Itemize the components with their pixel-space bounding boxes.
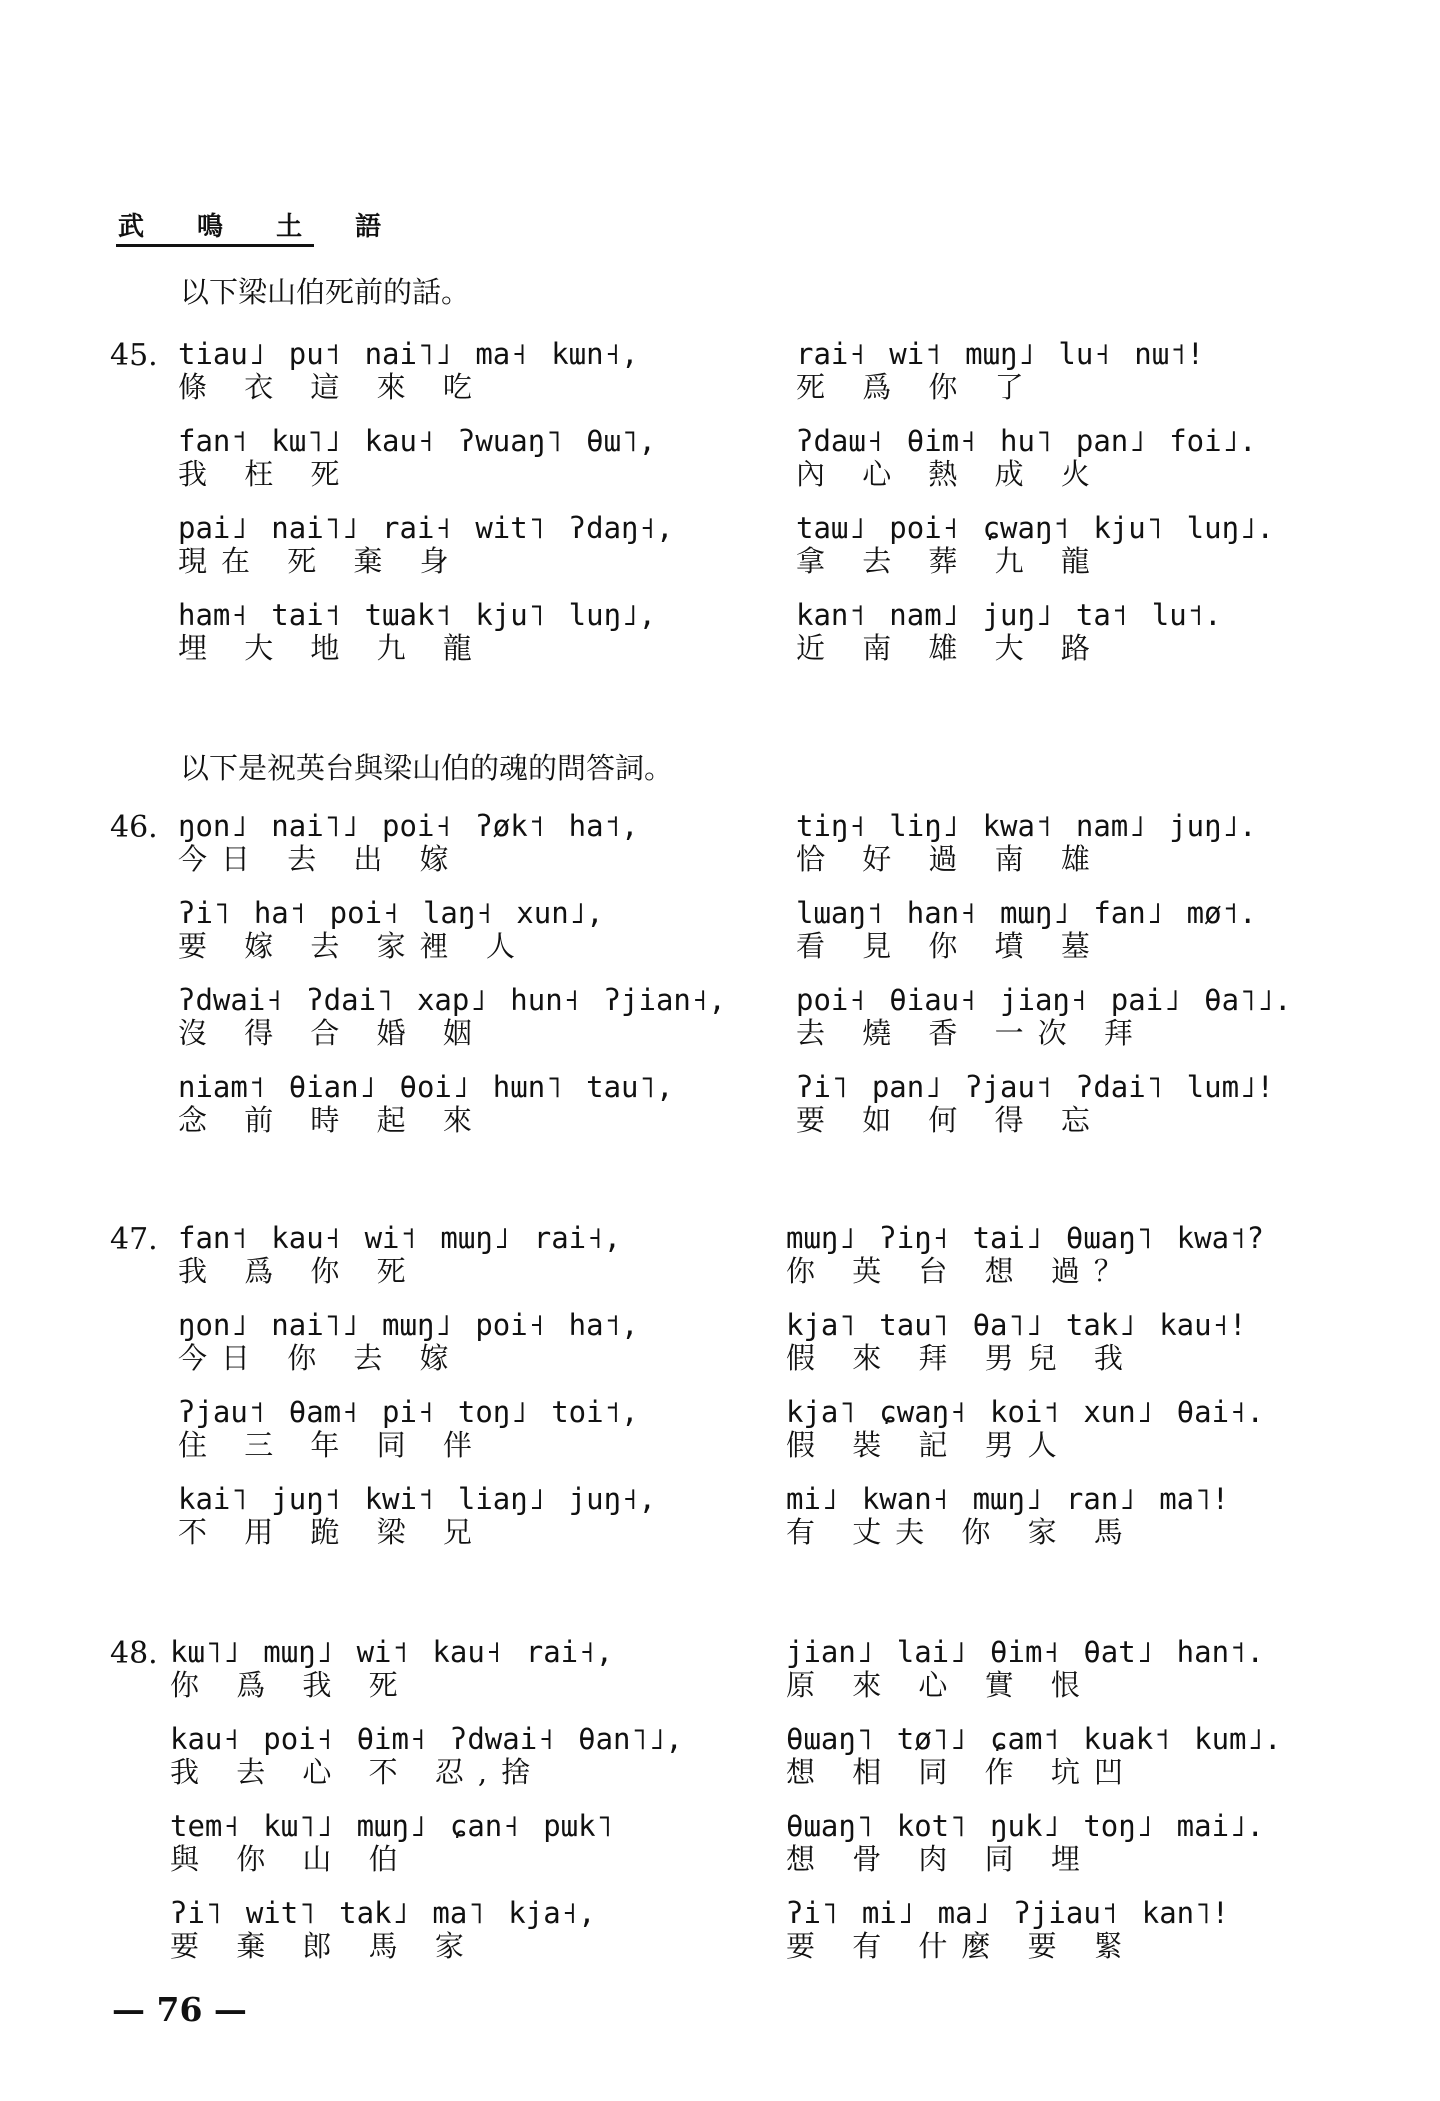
chinese-gloss: 看 見 你 墳 墓 [796,929,1104,963]
romanization: ŋon˩ nai˥˩ mɯŋ˩ poi˧ ha˦, [178,1308,639,1342]
romanization: pai˩ nai˥˩ rai˧ wit˥ ʔdaŋ˧, [178,511,674,545]
romanization: tiau˩ pu˦ nai˥˩ ma˧ kɯn˧, [178,337,639,371]
chinese-gloss: 沒 得 合 婚 姻 [178,1016,486,1050]
romanization: θɯaŋ˥ kot˥ ŋuk˩ toŋ˩ mai˩. [786,1809,1264,1843]
romanization: ʔjau˦ θam˧ pi˧ toŋ˩ toi˦, [178,1395,639,1429]
chinese-gloss: 我 枉 死 [178,457,354,491]
romanization: tiŋ˧ liŋ˩ kwa˦ nam˩ juŋ˩. [796,809,1257,843]
romanization: rai˧ wi˦ mɯŋ˩ lu˧ nɯ˦! [796,337,1205,371]
chinese-gloss: 要 如 何 得 忘 [796,1103,1104,1137]
chinese-gloss: 你 爲 我 死 [170,1668,412,1702]
romanization: fan˦ kau˧ wi˦ mɯŋ˩ rai˧, [178,1221,622,1255]
romanization: ŋon˩ nai˥˩ poi˧ ʔøk˦ ha˦, [178,809,639,843]
chinese-gloss: 念 前 時 起 來 [178,1103,486,1137]
chinese-gloss: 假 來 拜 男兒 我 [786,1341,1137,1375]
romanization: kja˥ ɕwaŋ˧ koi˦ xun˩ θai˧. [786,1395,1264,1429]
romanization: fan˦ kɯ˥˩ kau˧ ʔwuaŋ˥ θɯ˥, [178,424,656,458]
section-intro-2: 以下是祝英台與梁山伯的魂的問答詞。 [180,751,674,785]
chinese-gloss: 今日 你 去 嫁 [178,1341,463,1375]
header-underline [116,244,314,247]
chinese-gloss: 想 骨 肉 同 埋 [786,1842,1094,1876]
chinese-gloss: 去 燒 香 一次 拜 [796,1016,1147,1050]
chinese-gloss: 要 有 什麼 要 緊 [786,1929,1137,1963]
romanization: poi˧ θiau˧ jiaŋ˧ pai˩ θa˥˩. [796,983,1292,1017]
romanization: lɯaŋ˦ han˧ mɯŋ˩ fan˩ mø˦. [796,896,1257,930]
romanization: jian˩ lai˩ θim˧ θat˩ han˦. [786,1635,1264,1669]
chinese-gloss: 有 丈夫 你 家 馬 [786,1515,1137,1549]
romanization: mɯŋ˩ ʔiŋ˧ tai˩ θɯaŋ˥ kwa˦? [786,1221,1264,1255]
chinese-gloss: 拿 去 葬 九 龍 [796,544,1104,578]
page-number: — 76 — [112,1990,247,2029]
chinese-gloss: 我 爲 你 死 [178,1254,420,1288]
chinese-gloss: 假 裝 記 男人 [786,1428,1071,1462]
chinese-gloss: 要 棄 郎 馬 家 [170,1929,478,1963]
romanization: ʔdwai˧ ʔdai˥ xap˩ hun˧ ʔjian˧, [178,983,726,1017]
romanization: ʔi˥ pan˩ ʔjau˦ ʔdai˥ lum˩! [796,1070,1274,1104]
example-number-45: 45. [110,338,158,373]
romanization: kja˥ tau˥ θa˥˩ tak˩ kau˧! [786,1308,1247,1342]
romanization: mi˩ kwan˧ mɯŋ˩ ran˩ ma˥! [786,1482,1230,1516]
romanization: ham˧ tai˦ tɯak˦ kju˥ luŋ˩, [178,598,656,632]
chinese-gloss: 住 三 年 同 伴 [178,1428,486,1462]
chinese-gloss: 我 去 心 不 忍,捨 [170,1755,545,1789]
example-number-46: 46. [110,810,158,845]
chinese-gloss: 想 相 同 作 坑凹 [786,1755,1137,1789]
chinese-gloss: 內 心 熱 成 火 [796,457,1104,491]
chinese-gloss: 不 用 跪 梁 兄 [178,1515,486,1549]
romanization: kɯ˥˩ mɯŋ˩ wi˦ kau˧ rai˧, [170,1635,614,1669]
romanization: taɯ˩ poi˧ ɕwaŋ˦ kju˥ luŋ˩. [796,511,1274,545]
chinese-gloss: 你 英 台 想 過？ [786,1254,1137,1288]
romanization: θɯaŋ˥ tø˥˩ ɕam˦ kuak˦ kum˩. [786,1722,1282,1756]
chinese-gloss: 埋 大 地 九 龍 [178,631,486,665]
romanization: ʔi˥ mi˩ ma˩ ʔjiau˦ kan˥! [786,1896,1230,1930]
romanization: kau˧ poi˧ θim˧ ʔdwai˧ θan˥˩, [170,1722,683,1756]
example-number-47: 47. [110,1222,158,1257]
chinese-gloss: 條 衣 這 來 吃 [178,370,486,404]
chinese-gloss: 現在 死 棄 身 [178,544,463,578]
chinese-gloss: 原 來 心 實 恨 [786,1668,1094,1702]
example-number-48: 48. [110,1636,158,1671]
chinese-gloss: 近 南 雄 大 路 [796,631,1104,665]
chinese-gloss: 今日 去 出 嫁 [178,842,463,876]
romanization: ʔdaɯ˧ θim˧ hu˥ pan˩ foi˩. [796,424,1257,458]
romanization: tem˧ kɯ˥˩ mɯŋ˩ ɕan˧ pɯk˥ [170,1809,614,1843]
romanization: niam˦ θian˩ θoi˩ hɯn˥ tau˥, [178,1070,674,1104]
romanization: ʔi˥ ha˦ poi˧ laŋ˧ xun˩, [178,896,604,930]
chinese-gloss: 要 嫁 去 家裡 人 [178,929,529,963]
chinese-gloss: 與 你 山 伯 [170,1842,412,1876]
romanization: kan˦ nam˩ juŋ˩ ta˦ lu˦. [796,598,1222,632]
romanization: ʔi˥ wit˥ tak˩ ma˥ kja˧, [170,1896,596,1930]
chinese-gloss: 恰 好 過 南 雄 [796,842,1104,876]
section-intro-1: 以下梁山伯死前的話。 [180,275,471,309]
running-header: 武 鳴 土 語 [118,212,404,242]
chinese-gloss: 死 爲 你 了 [796,370,1038,404]
romanization: kai˥ juŋ˦ kwi˦ liaŋ˩ juŋ˧, [178,1482,656,1516]
